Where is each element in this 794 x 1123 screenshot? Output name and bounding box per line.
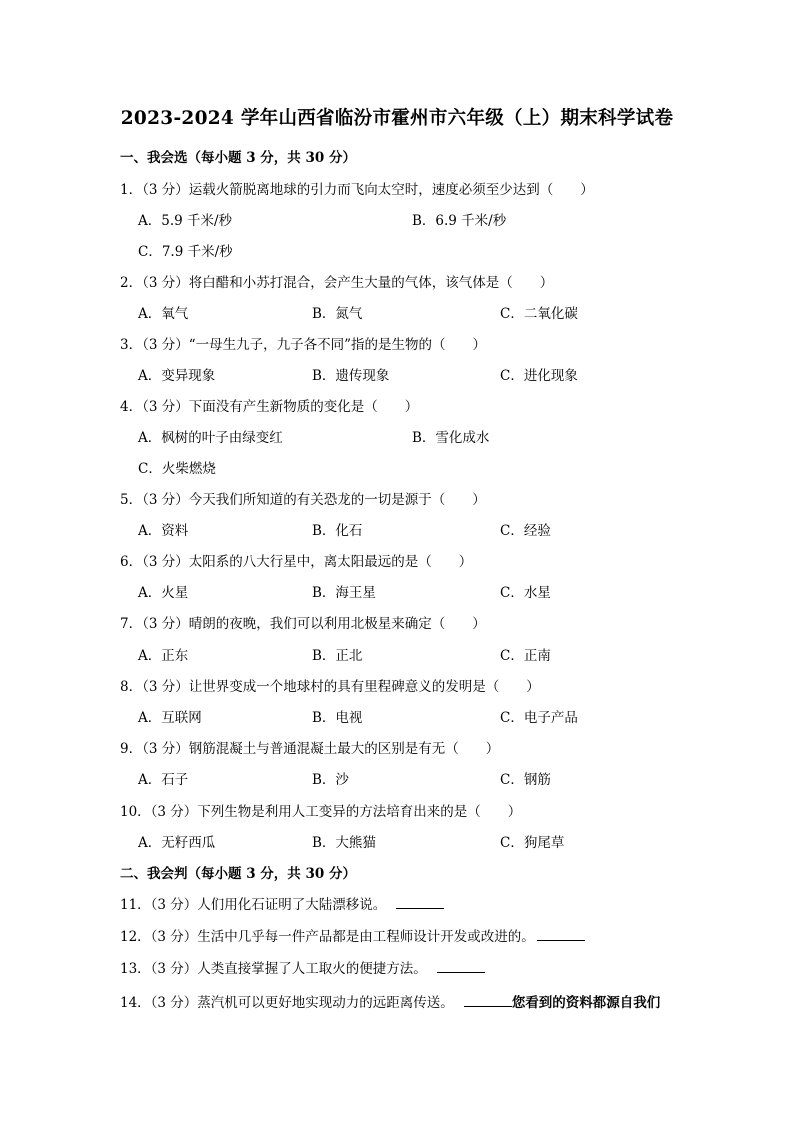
q8-option-b: B．电视 xyxy=(312,710,363,726)
question-1: 1．（3 分）运载火箭脱离地球的引力而飞向太空时，速度必须至少达到（ ） xyxy=(120,182,594,198)
q6-option-a: A．火星 xyxy=(138,585,189,601)
exam-title: 2023-2024 学年山西省临汾市霍州市六年级（上）期末科学试卷 xyxy=(120,108,674,129)
q7-option-a: A．正东 xyxy=(138,648,189,664)
question-10: 10．（3 分）下列生物是利用人工变异的方法培育出来的是（ ） xyxy=(120,804,522,820)
q3-option-a: A．变异现象 xyxy=(138,368,216,384)
q1-option-a: A．5.9 千米/秒 xyxy=(138,213,233,229)
q5-option-c: C．经验 xyxy=(500,523,551,539)
q5-option-a: A．资料 xyxy=(138,523,189,539)
q5-option-b: B．化石 xyxy=(312,523,363,539)
source-note: 您看到的资料都源自我们 xyxy=(511,995,661,1011)
section-judge-heading: 二、我会判（每小题 3 分，共 30 分） xyxy=(120,866,356,882)
q10-option-c: C．狗尾草 xyxy=(500,835,565,851)
q2-option-c: C．二氧化碳 xyxy=(500,306,578,322)
q2-option-a: A．氧气 xyxy=(138,306,189,322)
question-5: 5．（3 分）今天我们所知道的有关恐龙的一切是源于（ ） xyxy=(120,492,486,508)
q1-option-b: B．6.9 千米/秒 xyxy=(412,213,507,229)
q2-option-b: B．氮气 xyxy=(312,306,363,322)
question-8: 8．（3 分）让世界变成一个地球村的具有里程碑意义的发明是（ ） xyxy=(120,679,540,695)
question-3: 3．（3 分）“一母生九子，九子各不同”指的是生物的（ ） xyxy=(120,337,487,353)
question-12-text: 12．（3 分）生活中几乎每一件产品都是由工程师设计开发或改进的。 xyxy=(120,929,535,945)
q10-option-b: B．大熊猫 xyxy=(312,835,376,851)
section-choice-heading: 一、我会选（每小题 3 分，共 30 分） xyxy=(120,150,356,166)
q9-option-b: B．沙 xyxy=(312,772,349,788)
answer-blank xyxy=(396,896,444,909)
q9-option-a: A．石子 xyxy=(138,772,189,788)
question-2: 2．（3 分）将白醋和小苏打混合，会产生大量的气体，该气体是（ ） xyxy=(120,275,554,291)
q4-option-b: B．雪化成水 xyxy=(412,430,490,446)
q8-option-c: C．电子产品 xyxy=(500,710,578,726)
answer-blank xyxy=(464,994,512,1007)
q10-option-a: A．无籽西瓜 xyxy=(138,835,216,851)
question-9: 9．（3 分）钢筋混凝土与普通混凝土最大的区别是有无（ ） xyxy=(120,741,500,757)
question-13 xyxy=(120,957,485,977)
q4-option-c: C．火柴燃烧 xyxy=(138,461,216,477)
q3-option-c: C．进化现象 xyxy=(500,368,578,384)
q8-option-a: A．互联网 xyxy=(138,710,202,726)
question-12 xyxy=(120,925,585,945)
q1-option-c: C．7.9 千米/秒 xyxy=(138,244,233,260)
question-11-text: 11．（3 分）人们用化石证明了大陆漂移说。 xyxy=(120,897,387,913)
answer-blank xyxy=(437,960,485,973)
q7-option-c: C．正南 xyxy=(500,648,551,664)
question-6: 6．（3 分）太阳系的八大行星中，离太阳最远的是（ ） xyxy=(120,554,473,570)
question-13-text: 13．（3 分）人类直接掌握了人工取火的便捷方法。 xyxy=(120,961,427,977)
question-4: 4．（3 分）下面没有产生新物质的变化是（ ） xyxy=(120,399,419,415)
question-14-text: 14．（3 分）蒸汽机可以更好地实现动力的远距离传送。 xyxy=(120,995,454,1011)
question-11 xyxy=(120,893,444,913)
answer-blank xyxy=(537,928,585,941)
q7-option-b: B．正北 xyxy=(312,648,363,664)
q6-option-c: C．水星 xyxy=(500,585,551,601)
q9-option-c: C．钢筋 xyxy=(500,772,551,788)
q6-option-b: B．海王星 xyxy=(312,585,376,601)
question-7: 7．（3 分）晴朗的夜晚，我们可以利用北极星来确定（ ） xyxy=(120,616,486,632)
q4-option-a: A．枫树的叶子由绿变红 xyxy=(138,430,283,446)
q3-option-b: B．遗传现象 xyxy=(312,368,390,384)
question-14 xyxy=(120,991,660,1011)
